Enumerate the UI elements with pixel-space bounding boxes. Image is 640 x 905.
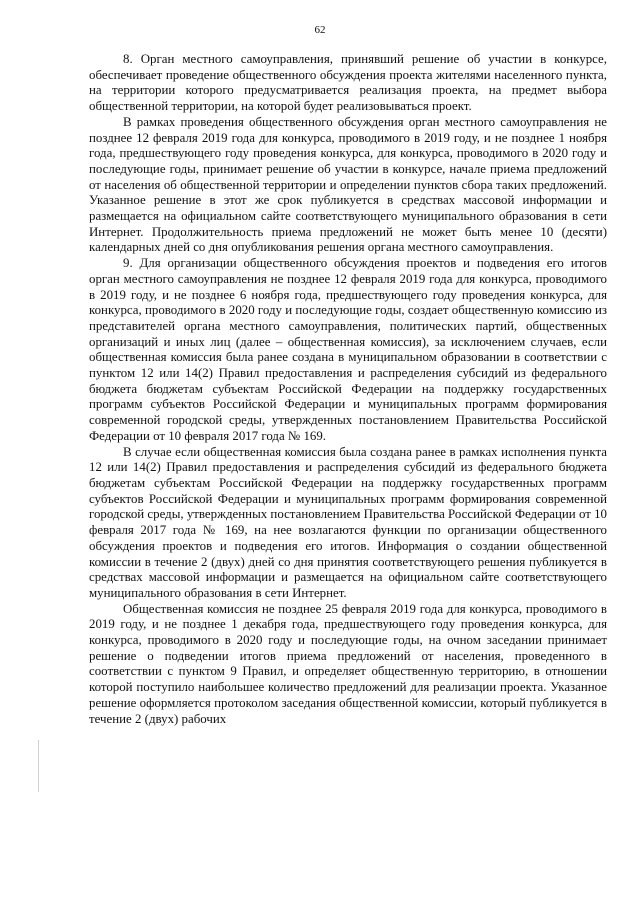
- page-number: 62: [314, 24, 326, 36]
- paragraph-9: 9. Для организации общественного обсуждения проектов и подведения его итогов орган местного самоуправления не позднее 12 февраля 2019 года для конкурса, проводимого в 2019 году, и не позднее 6 ноября года, предшествующего году проведения конкурса, для конкурса, проводимого в 2020 году и последующие годы, создает общественную комиссию из представителей органа местного самоуправления, политических партий, общественных организаций и иных лиц (далее – общественная комиссия), за исключением случаев, если общественная комиссия была ранее создана в муниципальном образовании в соответствии с пунктом 12 или 14(2) Правил предоставления и распределения субсидий из федерального бюджета бюджетам субъектам Российской Федерации на поддержку государственных программ субъектов Российской Федерации и муниципальных программ формирования современной городской среды, утвержденных постановлением Правительства Российской Федерации от 10 февраля 2017 года № 169.: [89, 256, 607, 443]
- paragraph-8-continuation: В рамках проведения общественного обсуждения орган местного самоуправления не позднее 12 февраля 2019 года для конкурса, проводимого в 2019 году, и не позднее 1 ноября года, предшествующего году проведения конкурса, для конкурса, проводимого в 2020 году и последующие годы, принимает решение об участии в конкурсе, начале приема предложений от населения об общественной территории и определении пунктов сбора таких предложений. Указанное решение в этот же срок публикуется в средствах массовой информации и размещается на официальном сайте соответствующего муниципального образования в сети Интернет. Продолжительность приема предложений не может быть менее 10 (десяти) календарных дней со дня опубликования решения органа местного самоуправления.: [89, 114, 607, 255]
- document-body: [89, 52, 607, 727]
- paragraph-8: 8. Орган местного самоуправления, принявший решение об участии в конкурсе, обеспечивает проведение общественного обсуждения проекта жителями населенного пункта, на территории которого предусматривается реализация проекта, на предмет выбора общественной территории, на которой будет реализовываться проект.: [89, 52, 607, 114]
- scan-margin-mark: [38, 740, 39, 792]
- paragraph-9-commission-decision: Общественная комиссия не позднее 25 февраля 2019 года для конкурса, проводимого в 2019 году, и не позднее 1 декабря года, предшествующего году проведения конкурса, для конкурса, проводимого в 2020 году и последующие годы, на очном заседании принимает решение о подведении итогов приема предложений от населения, проведенного в соответствии с пунктом 9 Правил, и определяет общественную территорию, в отношении которой поступило наибольшее количество предложений для реализации проекта. Указанное решение оформляется протоколом заседания общественной комиссии, который публикуется в течение 2 (двух) рабочих: [89, 601, 607, 726]
- paragraph-9-existing-commission: В случае если общественная комиссия была создана ранее в рамках исполнения пункта 12 или 14(2) Правил предоставления и распределения субсидий из федерального бюджета бюджетам субъектам Российской Федерации на поддержку государственных программ субъектов Российской Федерации и муниципальных программ формирования современной городской среды, утвержденных постановлением Правительства Российской Федерации от 10 февраля 2017 года № 169, на нее возлагаются функции по организации общественного обсуждения проектов и подведения его итогов. Информация о создании общественной комиссии в течение 2 (двух) дней со дня принятия соответствующего решения публикуется в средствах массовой информации и размещается на официальном сайте соответствующего муниципального образования в сети Интернет.: [89, 444, 607, 600]
